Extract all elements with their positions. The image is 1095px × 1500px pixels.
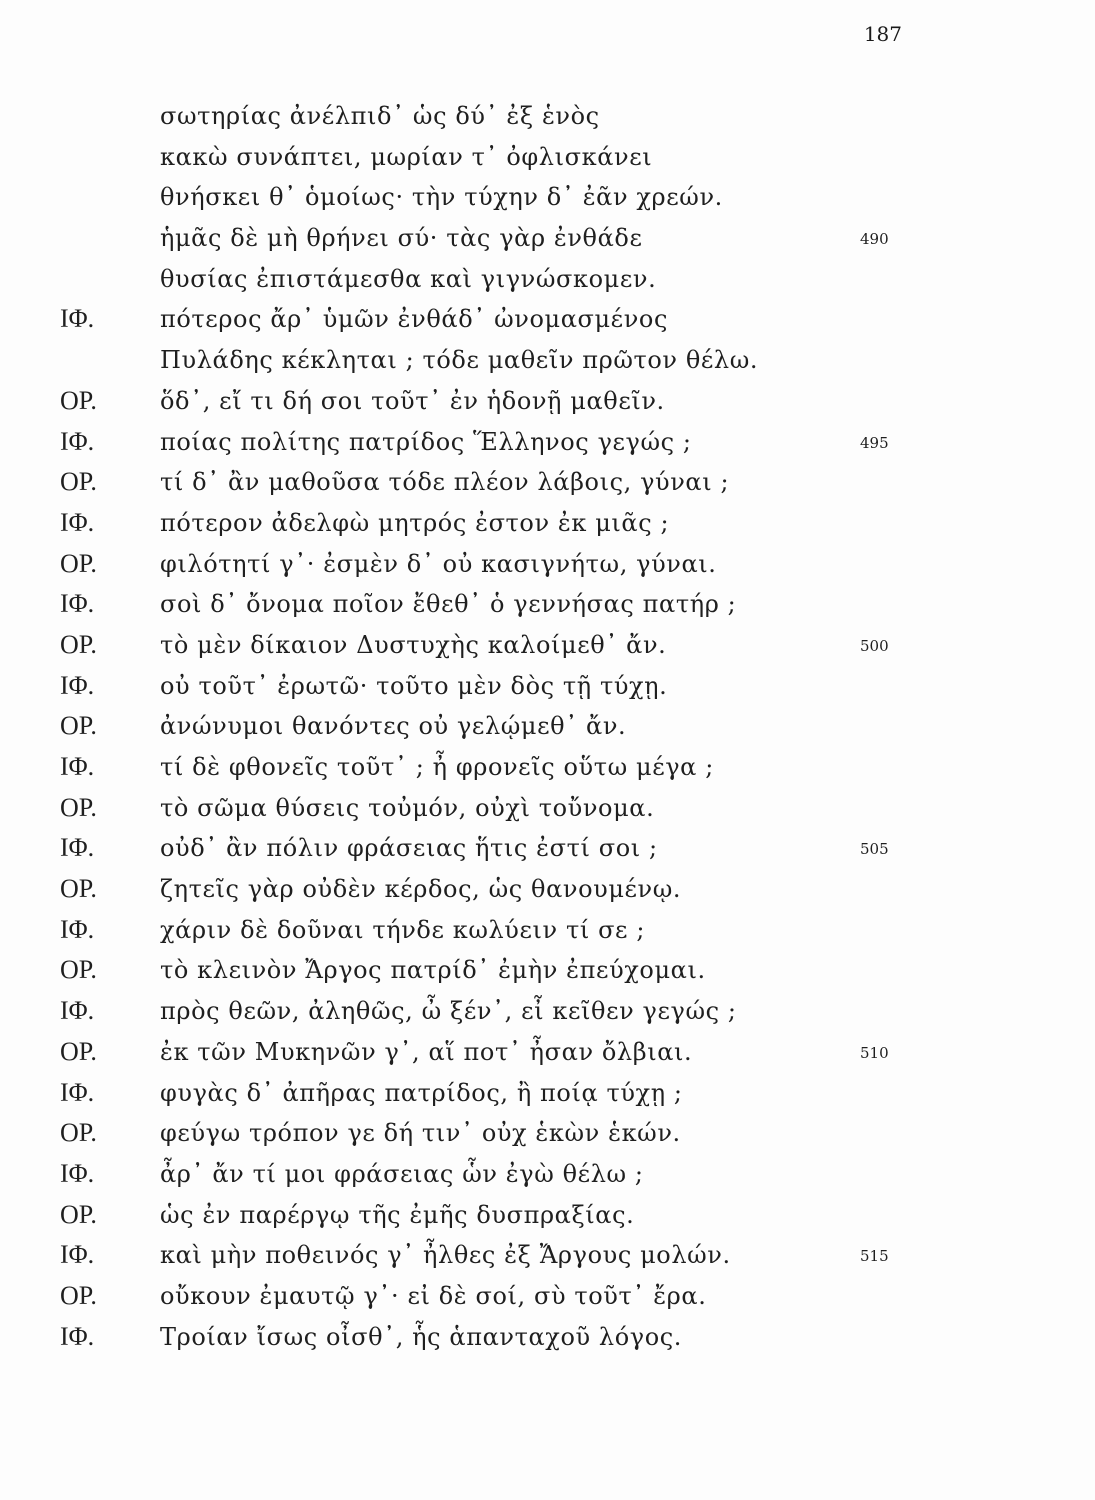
- verse-text: τί δ᾽ ἂν μαθοῦσα τόδε πλέον λάβοις, γύναι ;: [160, 468, 730, 497]
- speaker-label: ΟΡ.: [60, 548, 97, 578]
- verse-line: [0, 950, 1095, 991]
- verse-text: πότερος ἄρ᾽ ὑμῶν ἐνθάδ᾽ ὠνομασμένος: [160, 305, 668, 334]
- speaker-label: ΙΦ.: [60, 507, 95, 537]
- speaker-label: ΙΦ.: [60, 670, 95, 700]
- speaker-label: ΙΦ.: [60, 1321, 95, 1351]
- verse-line: [0, 259, 1095, 300]
- speaker-label: ΙΦ.: [60, 914, 95, 944]
- page-number: 187: [863, 22, 902, 46]
- verse-line: [0, 340, 1095, 381]
- verse-line: [0, 381, 1095, 422]
- speaker-label: ΙΦ.: [60, 752, 95, 781]
- verse-line: [0, 706, 1095, 747]
- line-number: 505: [860, 840, 889, 859]
- speaker-label: ΟΡ.: [60, 711, 97, 741]
- speaker-label: ΙΦ.: [60, 589, 95, 619]
- verse-text: κακὼ συνάπτει, μωρίαν τ᾽ ὀφλισκάνει: [160, 142, 653, 171]
- speaker-label: ΙΦ.: [60, 1077, 95, 1107]
- line-number: 515: [860, 1247, 889, 1266]
- verse-text: οὐδ᾽ ἂν πόλιν φράσειας ἥτις ἐστί σοι ;: [160, 834, 658, 863]
- verse-line: [0, 177, 1095, 218]
- line-number: 490: [860, 230, 889, 249]
- verse-line: [0, 1113, 1095, 1154]
- verse-text: Τροίαν ἴσως οἶσθ᾽, ἧς ἁπανταχοῦ λόγος.: [160, 1322, 683, 1351]
- speaker-label: ΟΡ.: [60, 1036, 97, 1066]
- line-number: 510: [860, 1043, 889, 1062]
- verse-text: φυγὰς δ᾽ ἀπῆρας πατρίδος, ἢ ποίᾳ τύχῃ ;: [160, 1078, 683, 1107]
- verse-line: [0, 299, 1095, 340]
- line-number: 495: [860, 433, 889, 452]
- verse-line: [0, 462, 1095, 503]
- verse-text: θυσίας ἐπιστάμεσθα καὶ γιγνώσκομεν.: [160, 264, 657, 293]
- speaker-label: ΙΦ.: [60, 426, 95, 456]
- verse-text: ὡς ἐν παρέργῳ τῆς ἐμῆς δυσπραξίας.: [160, 1200, 635, 1229]
- verse-text: τὸ σῶμα θύσεις τοὐμόν, οὐχὶ τοὔνομα.: [160, 793, 655, 822]
- verse-text: φιλότητί γ᾽· ἐσμὲν δ᾽ οὐ κασιγνήτω, γύναι.: [160, 549, 717, 578]
- verse-text: σωτηρίας ἀνέλπιδ᾽ ὡς δύ᾽ ἐξ ἑνὸς: [160, 102, 600, 130]
- line-number: 500: [860, 636, 889, 655]
- verse-text: σοὶ δ᾽ ὄνομα ποῖον ἔθεθ᾽ ὁ γεννήσας πατήρ ;: [160, 590, 737, 619]
- speaker-label: ΟΡ.: [60, 629, 97, 659]
- speaker-label: ΙΦ.: [60, 1240, 95, 1270]
- verse-text: ἡμᾶς δὲ μὴ θρήνει σύ· τὰς γὰρ ἐνθάδε: [160, 224, 643, 253]
- verse-line: [0, 1032, 1095, 1073]
- verse-line: [0, 991, 1095, 1032]
- verse-text: ἐκ τῶν Μυκηνῶν γ᾽, αἵ ποτ᾽ ἦσαν ὄλβιαι.: [160, 1037, 693, 1066]
- verse-line: [0, 96, 1095, 137]
- verse-line: [0, 503, 1095, 544]
- verse-line: [0, 788, 1095, 829]
- verse-text: ἀνώνυμοι θανόντες οὐ γελῴμεθ᾽ ἄν.: [160, 712, 627, 741]
- verse-text: ζητεῖς γὰρ οὐδὲν κέρδος, ὡς θανουμένῳ.: [160, 875, 682, 904]
- speaker-label: ΟΡ.: [60, 385, 97, 415]
- verse-text: ἆρ᾽ ἄν τί μοι φράσειας ὧν ἐγὼ θέλω ;: [160, 1159, 644, 1188]
- verse-block: [0, 96, 1095, 1357]
- verse-text: τὸ κλεινὸν Ἄργος πατρίδ᾽ ἐμὴν ἐπεύχομαι.: [160, 956, 706, 985]
- verse-line: [0, 1235, 1095, 1276]
- speaker-label: ΟΡ.: [60, 874, 97, 904]
- speaker-label: ΟΡ.: [60, 955, 97, 985]
- verse-line: [0, 544, 1095, 585]
- verse-line: [0, 584, 1095, 625]
- verse-line: [0, 910, 1095, 951]
- verse-line: [0, 869, 1095, 910]
- speaker-label: ΙΦ.: [60, 304, 95, 334]
- speaker-label: ΙΦ.: [60, 1158, 95, 1188]
- verse-text: θνήσκει θ᾽ ὁμοίως· τὴν τύχην δ᾽ ἐᾶν χρεών.: [160, 183, 723, 212]
- verse-line: [0, 666, 1095, 707]
- verse-line: [0, 422, 1095, 463]
- verse-text: χάριν δὲ δοῦναι τήνδε κωλύειν τί σε ;: [160, 915, 646, 944]
- speaker-label: ΟΡ.: [60, 1280, 97, 1310]
- speaker-label: ΙΦ.: [60, 996, 95, 1026]
- verse-line: [0, 1073, 1095, 1114]
- verse-line: [0, 828, 1095, 869]
- verse-text: τὸ μὲν δίκαιον Δυστυχὴς καλοίμεθ᾽ ἄν.: [160, 630, 667, 659]
- verse-text: τί δὲ φθονεῖς τοῦτ᾽ ; ἦ φρονεῖς οὕτω μέγα ;: [160, 753, 714, 781]
- verse-text: ποίας πολίτης πατρίδος Ἕλληνος γεγώς ;: [160, 427, 692, 456]
- verse-text: ὅδ᾽, εἴ τι δή σοι τοῦτ᾽ ἐν ἡδονῇ μαθεῖν.: [160, 386, 665, 415]
- speaker-label: ΟΡ.: [60, 792, 97, 822]
- speaker-label: ΟΡ.: [60, 1199, 97, 1229]
- verse-line: [0, 218, 1095, 259]
- verse-line: [0, 747, 1095, 788]
- verse-text: φεύγω τρόπον γε δή τιν᾽ οὐχ ἑκὼν ἑκών.: [160, 1119, 681, 1148]
- verse-line: [0, 1195, 1095, 1236]
- verse-line: [0, 1276, 1095, 1317]
- verse-text: πότερον ἀδελφὼ μητρός ἐστον ἐκ μιᾶς ;: [160, 508, 670, 537]
- speaker-label: ΙΦ.: [60, 833, 95, 863]
- verse-text: οὔκουν ἐμαυτῷ γ᾽· εἰ δὲ σοί, σὺ τοῦτ᾽ ἔρα.: [160, 1281, 707, 1310]
- verse-line: [0, 137, 1095, 178]
- verse-text: πρὸς θεῶν, ἀληθῶς, ὦ ξέν᾽, εἶ κεῖθεν γεγώς ;: [160, 997, 737, 1026]
- verse-text: οὐ τοῦτ᾽ ἐρωτῶ· τοῦτο μὲν δὸς τῇ τύχῃ.: [160, 671, 668, 700]
- verse-line: [0, 625, 1095, 666]
- verse-text: καὶ μὴν ποθεινός γ᾽ ἦλθες ἐξ Ἄργους μολών.: [160, 1241, 731, 1270]
- verse-line: [0, 1154, 1095, 1195]
- speaker-label: ΟΡ.: [60, 467, 97, 497]
- verse-text: Πυλάδης κέκληται ; τόδε μαθεῖν πρῶτον θέλω.: [160, 346, 759, 375]
- verse-line: [0, 1317, 1095, 1358]
- speaker-label: ΟΡ.: [60, 1118, 97, 1148]
